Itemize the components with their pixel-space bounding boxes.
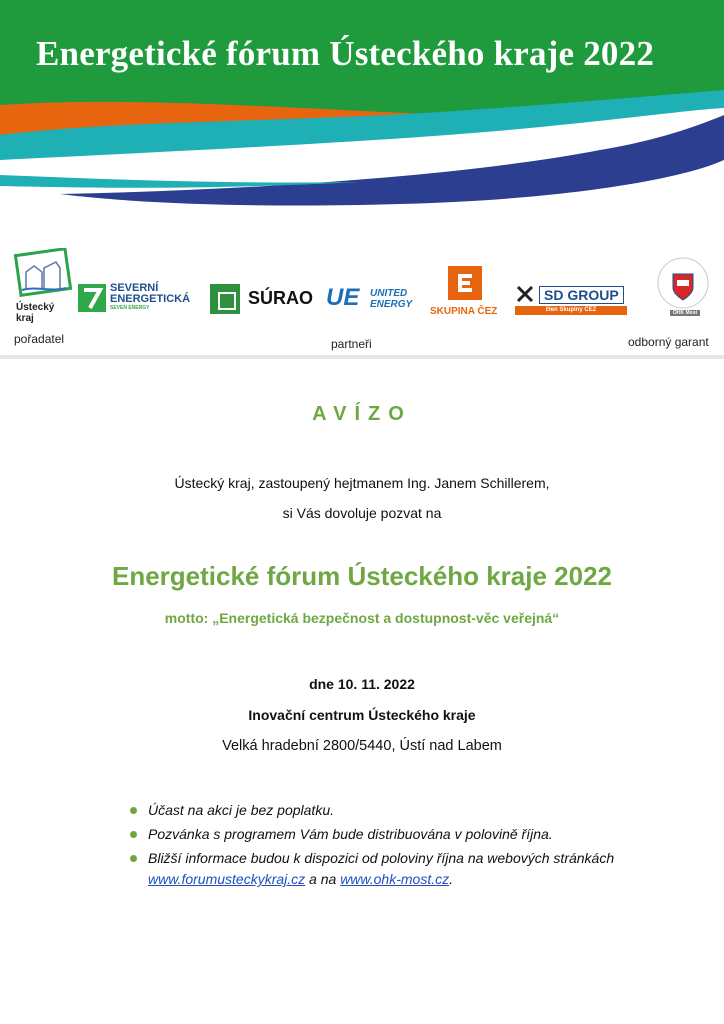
ustecky-kraj-label: Ústecký kraj (16, 302, 55, 324)
role-guarantor: odborný garant (628, 335, 709, 349)
list-item-text-end: . (449, 871, 453, 887)
list-item (128, 800, 628, 821)
ue-line2: ENERGY (370, 299, 413, 310)
role-partners: partneři (331, 337, 372, 351)
event-venue: Inovační centrum Ústeckého kraje (248, 707, 476, 723)
sd-pickaxe-icon (515, 284, 535, 304)
list-item (128, 848, 628, 890)
link-ohk-website[interactable]: www.ohk-most.cz (340, 871, 450, 887)
list-item-text: Bližší informace budou k dispozici od poloviny října na webových stránkách (148, 850, 615, 866)
ustecky-kraj-emblem-icon (12, 248, 74, 300)
list-item (128, 824, 628, 845)
banner-title: Energetické fórum Ústeckého kraje 2022 (36, 34, 655, 73)
surao-mark-icon (210, 284, 240, 314)
cez-label: SKUPINA ČEZ (430, 306, 498, 317)
list-item-text-mid: a na (309, 871, 337, 887)
bullet-dot-icon (130, 855, 137, 862)
event-date: dne 10. 11. 2022 (309, 676, 415, 692)
severni-line3: SEVEN ENERGY (110, 305, 150, 311)
event-title: Energetické fórum Ústeckého kraje 2022 (111, 561, 613, 591)
invitation-line-1: Ústecký kraj, zastoupený hejtmanem Ing. Janem Schillerem, (174, 475, 550, 491)
role-organizer: pořadatel (14, 332, 65, 346)
bullet-dot-icon (130, 807, 137, 814)
header-divider (0, 355, 724, 359)
severni-line2: ENERGETICKÁ (110, 293, 191, 305)
banner-waves (0, 0, 724, 210)
logo-surao (210, 284, 320, 314)
ue-mark: UE (326, 284, 360, 311)
surao-label: SÚRAO (248, 288, 314, 308)
info-list (128, 800, 628, 893)
sd-group-label: SD GROUP (539, 286, 624, 304)
invitation-line-2: si Vás dovoluje pozvat na (282, 505, 442, 521)
sd-sub-label: člen Skupiny ČEZ (515, 306, 627, 315)
logo-ohk-most (656, 256, 710, 318)
event-address: Velká hradební 2800/5440, Ústí nad Labem (222, 738, 502, 754)
logo-united-energy (326, 284, 422, 314)
ohk-sub-label: OHK Most (670, 310, 700, 316)
event-motto: motto: „Energetická bezpečnost a dostupnost-věc veřejná“ (164, 610, 560, 626)
logo-ustecky-kraj (12, 248, 74, 324)
logo-sd-group (515, 284, 631, 318)
bullet-dot-icon (130, 831, 137, 838)
list-item-text: Pozvánka s programem Vám bude distribuována v polovině října. (148, 826, 553, 842)
ue-line1: UNITED (370, 288, 408, 299)
logo-skupina-cez (428, 266, 508, 322)
avizo-heading: AVÍZO (312, 403, 412, 425)
logo-severni-energeticka (78, 282, 204, 316)
severni-mark-icon (78, 284, 106, 312)
header-banner (0, 0, 724, 210)
cez-mark-icon (448, 266, 482, 300)
severni-line1: SEVERNÍ (110, 282, 159, 294)
list-item-text: Účast na akci je bez poplatku. (148, 802, 334, 818)
ohk-emblem-icon (656, 256, 710, 310)
link-forum-website[interactable]: www.forumusteckykraj.cz (148, 871, 306, 887)
